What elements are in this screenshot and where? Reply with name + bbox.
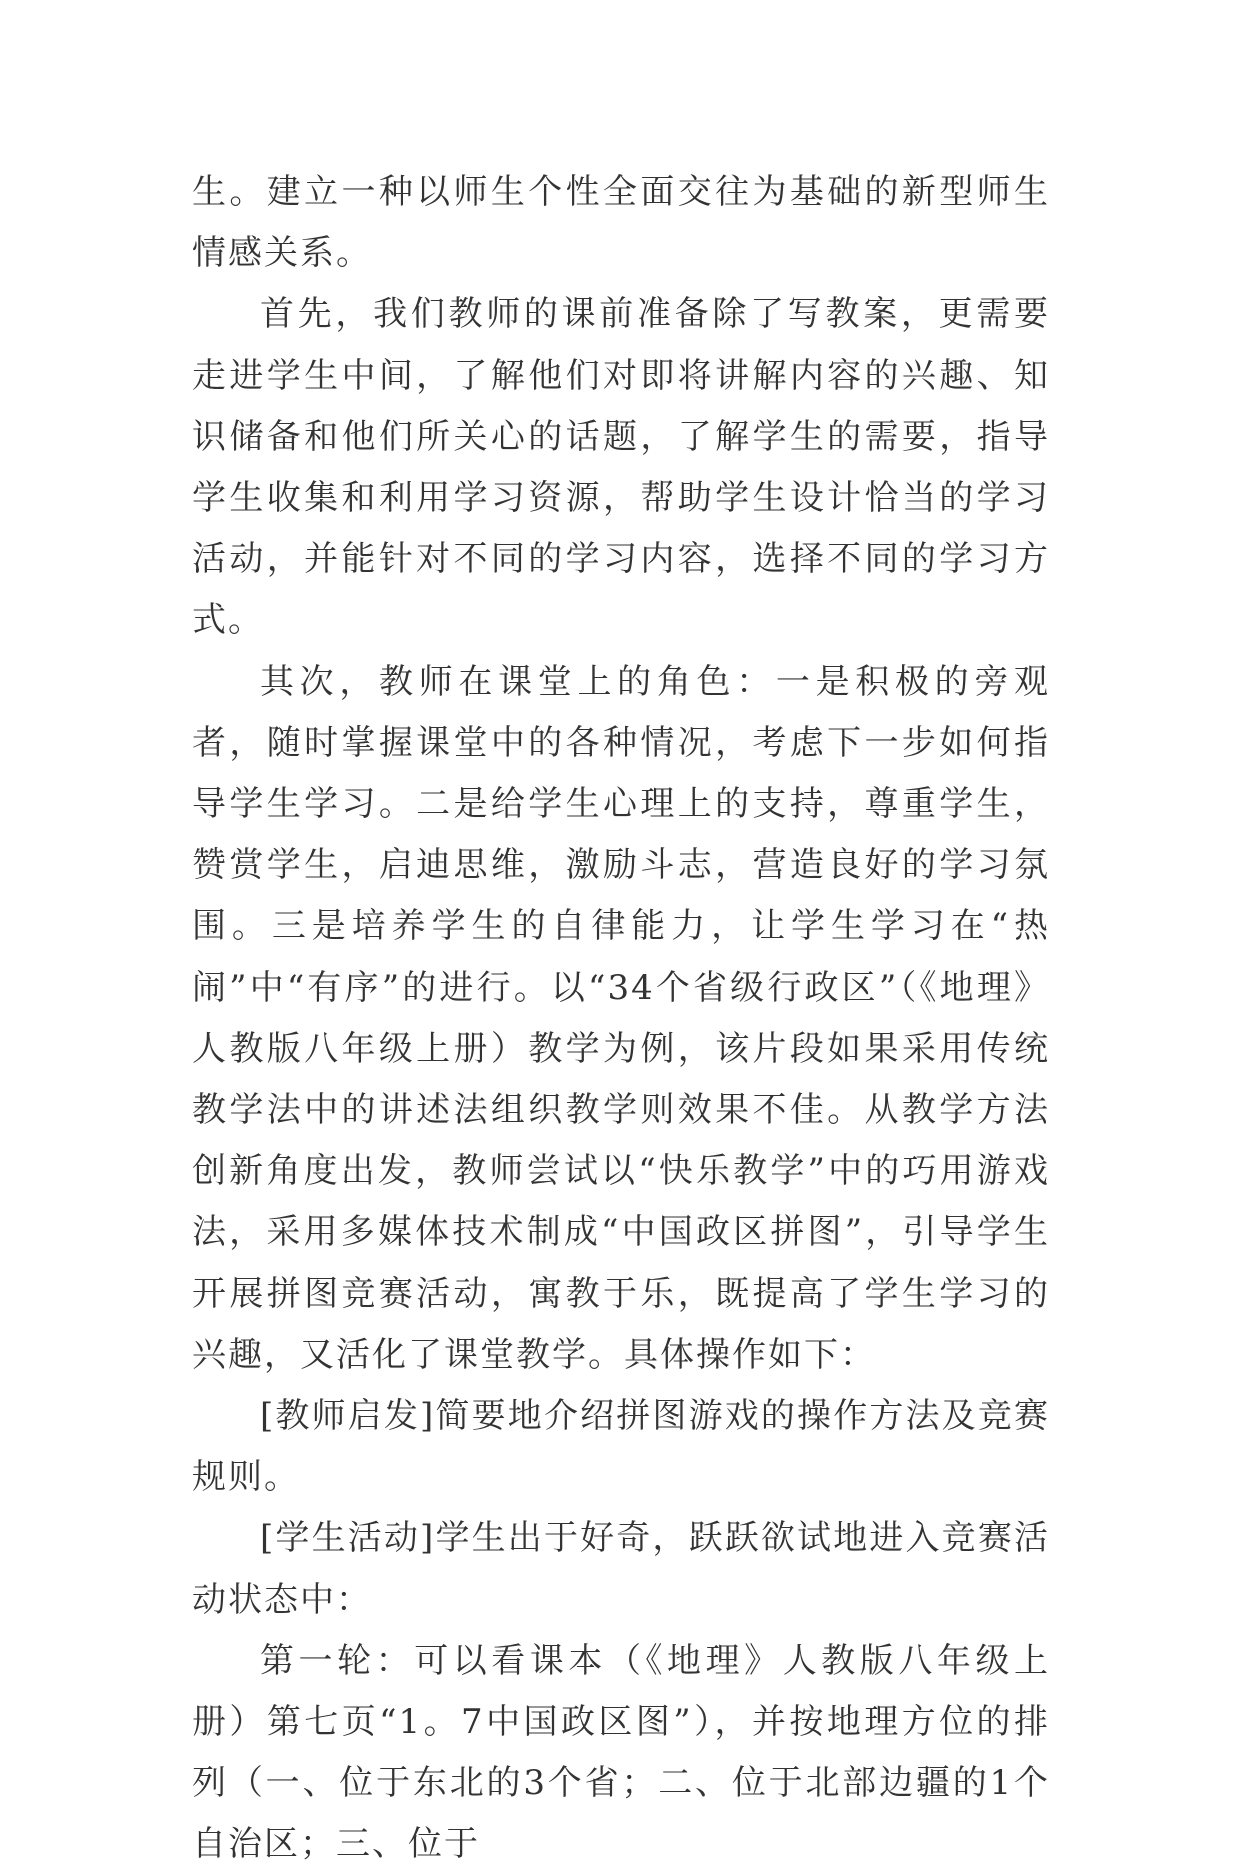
- paragraph-teacher-role: 其次，教师在课堂上的角色：一是积极的旁观者，随时掌握课堂中的各种情况，考虑下一步如何指导学生学习。二是给学生心理上的支持，尊重学生，赞赏学生，启迪思维，激励斗志，营造良好的学习氛围。三是培养学生的自律能力，让学生学习在“热闹”中“有序”的进行。以“34个省级行政区”（《地理》人教版八年级上册）教学为例，该片段如果采用传统教学法中的讲述法组织教学则效果不佳。从教学方法创新角度出发，教师尝试以“快乐教学”中的巧用游戏法，采用多媒体技术制成“中国政区拼图”，引导学生开展拼图竞赛活动，寓教于乐，既提高了学生学习的兴趣，又活化了课堂教学。具体操作如下：: [192, 661, 1050, 1375]
- paragraph-continuation: 生。建立一种以师生个性全面交往为基础的新型师生情感关系。: [192, 172, 1050, 274]
- paragraph-round-one: 第一轮：可以看课本（《地理》人教版八年级上册）第七页“1。7中国政区图”），并按地理方位的排列（一、位于东北的3个省；二、位于北部边疆的1个自治区；三、位于: [192, 1640, 1050, 1865]
- body-text: [192, 162, 1050, 1876]
- paragraph-student-activity: [学生活动]学生出于好奇，跃跃欲试地进入竞赛活动状态中：: [192, 1518, 1050, 1620]
- paragraph-teacher-guidance: [教师启发]简要地介绍拼图游戏的操作方法及竞赛规则。: [192, 1396, 1050, 1498]
- paragraph-preparation: 首先，我们教师的课前准备除了写教案，更需要走进学生中间，了解他们对即将讲解内容的兴趣、知识储备和他们所关心的话题，了解学生的需要，指导学生收集和利用学习资源，帮助学生设计恰当的学习活动，并能针对不同的学习内容，选择不同的学习方式。: [192, 294, 1050, 641]
